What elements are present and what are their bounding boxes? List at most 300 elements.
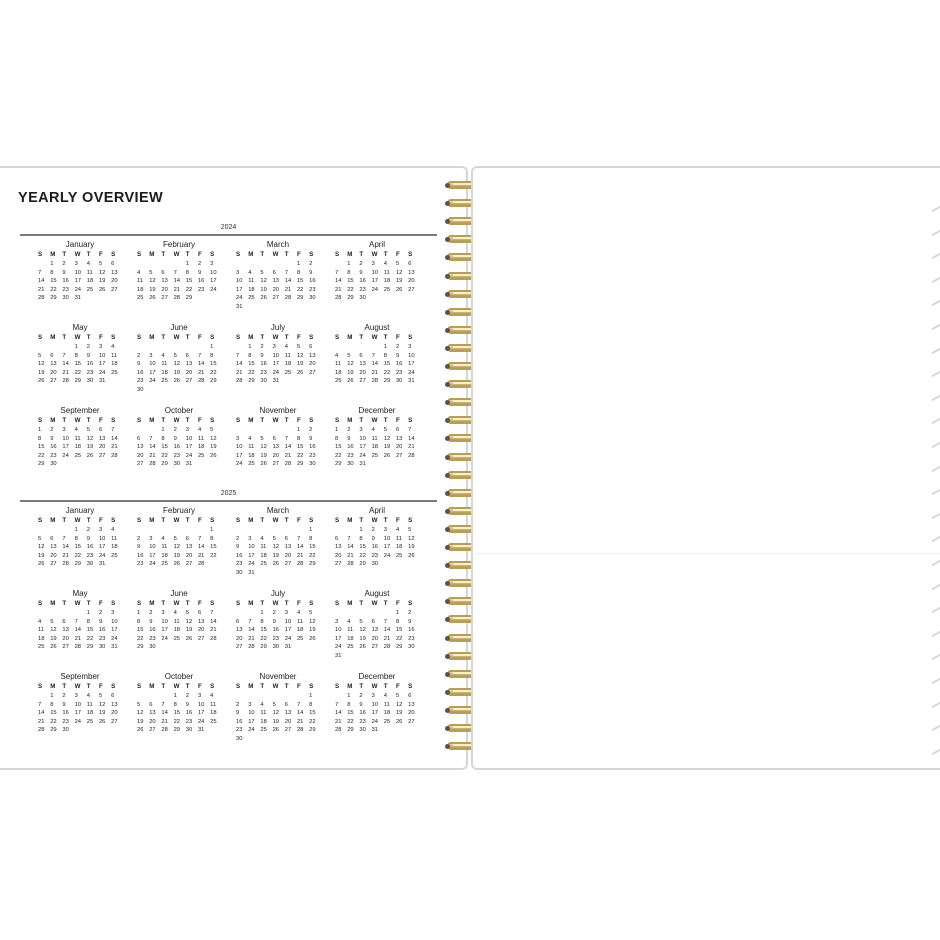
day-number: 14 xyxy=(62,544,69,550)
weekday-header: W xyxy=(272,334,279,341)
day-number: 1 xyxy=(248,344,252,350)
day-number: 15 xyxy=(359,544,366,550)
day-number: 6 xyxy=(111,693,115,699)
day-number: 2 xyxy=(185,693,189,699)
day-number: 19 xyxy=(296,361,304,367)
day-number: 29 xyxy=(50,295,57,301)
day-number: 6 xyxy=(137,435,141,442)
month-name: October xyxy=(164,406,194,415)
weekday-header: S xyxy=(335,683,340,690)
day-number: 16 xyxy=(359,710,366,716)
day-number: 6 xyxy=(50,352,54,359)
day-number: 9 xyxy=(137,361,141,367)
day-number: 7 xyxy=(161,701,165,708)
weekday-header: S xyxy=(309,251,314,258)
day-blank xyxy=(50,343,62,352)
day-number: 17 xyxy=(383,544,391,550)
day-number: 7 xyxy=(383,618,387,625)
day-number: 11 xyxy=(248,444,255,450)
day-number: 8 xyxy=(38,435,42,442)
day-number: 30 xyxy=(62,727,69,733)
day-number: 24 xyxy=(98,552,106,559)
day-number: 18 xyxy=(197,444,205,450)
day-blank xyxy=(149,343,161,352)
weekday-header: M xyxy=(149,334,155,341)
day-number: 8 xyxy=(309,535,313,542)
day-number: 20 xyxy=(137,452,144,459)
day-number: 12 xyxy=(383,435,391,442)
day-number: 27 xyxy=(161,295,168,301)
day-number: 2 xyxy=(408,610,412,616)
day-number: 23 xyxy=(185,718,193,725)
day-number: 26 xyxy=(395,286,403,293)
day-number: 11 xyxy=(383,701,390,708)
day-number: 21 xyxy=(197,552,205,559)
page-edge-mark xyxy=(932,489,940,496)
day-number: 28 xyxy=(335,295,342,301)
day-number: 20 xyxy=(185,552,193,559)
day-number: 6 xyxy=(272,269,276,276)
weekday-header: T xyxy=(161,517,166,524)
weekday-header: S xyxy=(309,334,314,341)
day-number: 13 xyxy=(62,627,69,633)
day-number: 19 xyxy=(149,286,156,293)
day-number: 6 xyxy=(98,427,103,433)
day-number: 30 xyxy=(309,461,316,467)
day-number: 25 xyxy=(197,452,205,459)
day-number: 12 xyxy=(38,544,45,550)
day-number: 28 xyxy=(161,727,168,733)
day-number: 17 xyxy=(371,278,379,284)
day-number: 23 xyxy=(149,635,156,642)
day-number: 4 xyxy=(137,269,141,276)
day-number: 12 xyxy=(359,627,366,633)
day-number: 19 xyxy=(173,552,181,559)
day-number: 1 xyxy=(210,344,214,350)
day-number: 2 xyxy=(260,344,264,350)
day-blank xyxy=(50,609,62,618)
day-number: 18 xyxy=(161,552,168,559)
page-edge-mark xyxy=(932,465,940,472)
day-number: 20 xyxy=(50,369,57,376)
day-number: 9 xyxy=(173,435,177,442)
day-blank xyxy=(174,260,186,269)
day-number: 16 xyxy=(149,627,156,633)
day-number: 1 xyxy=(74,344,78,350)
page-edge-mark xyxy=(932,442,940,449)
day-number: 13 xyxy=(149,710,156,716)
day-number: 13 xyxy=(50,544,57,550)
day-blank xyxy=(161,692,173,701)
day-number: 23 xyxy=(137,378,144,384)
weekday-header: W xyxy=(74,600,81,607)
weekday-header: W xyxy=(272,517,279,524)
day-number: 29 xyxy=(137,644,144,650)
day-number: 30 xyxy=(62,295,69,301)
day-number: 27 xyxy=(284,561,292,567)
day-number: 5 xyxy=(210,427,214,433)
day-number: 5 xyxy=(296,344,301,350)
day-number: 6 xyxy=(111,261,115,267)
day-blank xyxy=(285,260,297,269)
day-number: 11 xyxy=(260,710,267,716)
day-number: 2 xyxy=(86,527,90,533)
month-name: April xyxy=(368,506,385,515)
day-number: 13 xyxy=(161,278,168,284)
day-number: 4 xyxy=(74,427,78,433)
weekday-header: W xyxy=(272,600,279,607)
months-grid xyxy=(20,505,437,754)
day-number: 18 xyxy=(383,710,391,716)
day-number: 29 xyxy=(38,461,45,467)
day-number: 16 xyxy=(272,627,280,633)
day-blank xyxy=(248,260,260,269)
day-number: 19 xyxy=(359,635,366,642)
day-number: 3 xyxy=(371,261,375,267)
weekday-header: M xyxy=(149,251,155,258)
day-number: 29 xyxy=(309,727,316,733)
day-number: 14 xyxy=(371,361,379,367)
day-number: 12 xyxy=(260,278,267,284)
weekday-header: S xyxy=(335,251,340,258)
month-calendar xyxy=(317,588,416,671)
day-number: 2 xyxy=(50,427,54,433)
day-number: 11 xyxy=(86,269,93,276)
day-number: 8 xyxy=(347,701,351,708)
day-number: 21 xyxy=(248,635,255,642)
day-number: 11 xyxy=(210,701,217,708)
day-number: 11 xyxy=(111,352,118,359)
day-number: 17 xyxy=(371,710,379,716)
day-number: 2 xyxy=(173,427,177,433)
day-number: 27 xyxy=(359,378,366,384)
day-number: 16 xyxy=(347,444,354,450)
day-number: 14 xyxy=(248,627,255,633)
weekday-header: F xyxy=(296,251,301,258)
day-number: 21 xyxy=(347,552,354,559)
day-number: 18 xyxy=(383,278,391,284)
day-number: 5 xyxy=(260,435,264,442)
day-blank xyxy=(335,260,347,269)
day-number: 26 xyxy=(137,727,144,733)
day-number: 7 xyxy=(371,352,375,359)
day-number: 14 xyxy=(347,544,354,550)
day-number: 26 xyxy=(185,635,193,642)
day-number: 27 xyxy=(50,378,57,384)
weekday-header: T xyxy=(260,334,265,341)
month-calendar xyxy=(20,505,119,588)
day-blank xyxy=(149,260,161,269)
day-blank xyxy=(236,343,248,352)
day-number: 23 xyxy=(236,561,243,567)
day-number: 7 xyxy=(248,618,252,625)
day-number: 15 xyxy=(210,361,217,367)
day-number: 24 xyxy=(236,295,243,301)
day-blank xyxy=(335,609,347,618)
day-number: 21 xyxy=(383,635,391,642)
weekday-header: T xyxy=(86,417,91,424)
day-number: 8 xyxy=(395,618,400,625)
day-number: 2 xyxy=(62,261,66,267)
day-number: 12 xyxy=(98,269,106,276)
weekday-header: S xyxy=(309,517,314,524)
weekday-header: S xyxy=(38,417,43,424)
day-blank xyxy=(359,343,371,352)
weekday-header: W xyxy=(272,251,279,258)
day-number: 24 xyxy=(161,635,168,642)
day-number: 23 xyxy=(272,635,280,642)
weekday-header: F xyxy=(197,334,202,341)
day-number: 30 xyxy=(309,295,316,301)
day-number: 1 xyxy=(86,610,90,616)
month-name: August xyxy=(364,589,390,598)
weekday-header: S xyxy=(408,517,413,524)
day-number: 6 xyxy=(185,535,189,542)
day-number: 14 xyxy=(296,710,304,716)
day-number: 15 xyxy=(74,361,82,367)
day-number: 18 xyxy=(284,361,292,367)
weekday-header: T xyxy=(161,600,166,607)
day-number: 15 xyxy=(347,710,354,716)
left-page xyxy=(0,166,468,770)
day-number: 25 xyxy=(111,552,118,559)
day-number: 30 xyxy=(185,727,193,733)
day-number: 26 xyxy=(260,295,267,301)
day-number: 29 xyxy=(161,461,168,467)
weekday-header: T xyxy=(62,683,67,690)
day-number: 7 xyxy=(173,269,177,276)
day-number: 23 xyxy=(309,286,316,293)
day-number: 30 xyxy=(173,461,181,467)
weekday-header: T xyxy=(62,334,67,341)
day-number: 22 xyxy=(347,718,354,725)
day-number: 3 xyxy=(111,610,115,616)
weekday-header: M xyxy=(347,683,353,690)
day-number: 24 xyxy=(149,561,156,567)
day-number: 26 xyxy=(98,286,106,293)
day-number: 13 xyxy=(137,444,144,450)
day-blank xyxy=(137,260,149,269)
day-number: 24 xyxy=(359,452,366,459)
day-blank xyxy=(137,426,149,435)
day-number: 8 xyxy=(161,435,165,442)
day-number: 30 xyxy=(260,378,267,384)
weekday-header: F xyxy=(395,417,400,424)
day-number: 13 xyxy=(111,269,118,276)
day-number: 3 xyxy=(248,535,252,542)
day-number: 28 xyxy=(284,295,292,301)
day-number: 18 xyxy=(74,444,82,450)
day-number: 12 xyxy=(38,361,45,367)
day-number: 12 xyxy=(185,618,193,625)
weekday-header: F xyxy=(296,600,301,607)
day-number: 16 xyxy=(359,278,366,284)
month-name: January xyxy=(65,506,95,515)
day-blank xyxy=(285,426,297,435)
day-number: 17 xyxy=(185,444,193,450)
day-number: 13 xyxy=(272,278,280,284)
page-edge-mark xyxy=(932,371,940,378)
day-number: 14 xyxy=(408,435,415,442)
weekday-header: F xyxy=(98,334,103,341)
page-edge-mark xyxy=(932,418,940,425)
day-number: 19 xyxy=(383,444,391,450)
weekday-header: S xyxy=(408,334,413,341)
day-number: 5 xyxy=(149,269,153,276)
weekday-header: W xyxy=(173,334,180,341)
month-calendar xyxy=(20,671,119,754)
day-number: 13 xyxy=(408,701,415,708)
day-number: 17 xyxy=(272,361,280,367)
day-blank xyxy=(297,692,309,701)
day-blank xyxy=(161,343,173,352)
day-number: 10 xyxy=(74,269,82,276)
day-number: 3 xyxy=(185,427,189,433)
day-number: 15 xyxy=(383,361,391,367)
year-divider xyxy=(20,500,437,502)
day-number: 25 xyxy=(347,644,354,650)
day-number: 25 xyxy=(395,552,403,559)
day-number: 12 xyxy=(272,544,280,550)
day-number: 25 xyxy=(260,561,267,567)
day-number: 15 xyxy=(161,444,168,450)
day-blank xyxy=(174,526,186,535)
day-number: 2 xyxy=(371,527,375,533)
day-number: 12 xyxy=(210,435,217,442)
day-number: 12 xyxy=(98,701,106,708)
weekday-header: T xyxy=(86,251,91,258)
weekday-header: M xyxy=(149,600,155,607)
weekday-header: S xyxy=(335,517,340,524)
day-number: 14 xyxy=(149,444,156,450)
day-number: 5 xyxy=(395,693,400,699)
day-number: 20 xyxy=(111,278,118,284)
day-number: 16 xyxy=(395,361,403,367)
weekday-header: S xyxy=(309,417,314,424)
day-number: 5 xyxy=(38,535,42,542)
day-number: 10 xyxy=(408,352,415,359)
day-number: 13 xyxy=(395,435,403,442)
month-name: July xyxy=(270,323,286,332)
day-number: 9 xyxy=(236,710,240,716)
day-number: 4 xyxy=(284,344,288,350)
page-edge-mark xyxy=(932,678,940,685)
day-number: 11 xyxy=(161,361,168,367)
day-number: 24 xyxy=(284,635,292,642)
day-number: 14 xyxy=(284,278,292,284)
day-number: 25 xyxy=(161,561,168,567)
day-number: 2 xyxy=(236,535,240,542)
day-number: 6 xyxy=(284,701,288,708)
weekday-header: W xyxy=(74,517,81,524)
day-grid xyxy=(335,682,416,735)
day-number: 2 xyxy=(236,701,240,708)
day-number: 7 xyxy=(408,427,412,433)
day-number: 12 xyxy=(86,435,94,442)
day-number: 25 xyxy=(371,452,379,459)
day-number: 6 xyxy=(284,535,288,542)
day-number: 31 xyxy=(359,461,366,467)
page-edge-mark xyxy=(932,394,940,401)
day-number: 13 xyxy=(309,352,316,359)
day-number: 17 xyxy=(149,552,156,559)
weekday-header: W xyxy=(173,417,180,424)
weekday-header: M xyxy=(248,517,254,524)
day-number: 23 xyxy=(347,452,354,459)
day-number: 25 xyxy=(38,644,45,650)
day-blank xyxy=(149,526,161,535)
day-blank xyxy=(359,609,371,618)
day-number: 27 xyxy=(111,718,118,725)
day-number: 9 xyxy=(371,535,375,542)
day-number: 13 xyxy=(371,627,379,633)
weekday-header: M xyxy=(347,517,353,524)
day-number: 1 xyxy=(50,261,54,267)
day-number: 10 xyxy=(62,435,69,442)
day-number: 20 xyxy=(236,635,243,642)
day-number: 29 xyxy=(309,561,316,567)
month-calendar xyxy=(218,405,317,488)
day-number: 4 xyxy=(173,610,177,616)
day-number: 19 xyxy=(137,718,144,725)
month-name: September xyxy=(60,406,100,415)
day-number: 28 xyxy=(284,461,292,467)
day-number: 15 xyxy=(173,710,181,716)
day-number: 20 xyxy=(284,718,292,725)
day-number: 1 xyxy=(383,344,387,350)
day-number: 13 xyxy=(335,544,342,550)
weekday-header: S xyxy=(210,683,215,690)
day-blank xyxy=(297,526,309,535)
day-number: 13 xyxy=(359,361,366,367)
day-number: 5 xyxy=(395,261,400,267)
day-number: 4 xyxy=(111,344,115,350)
weekday-header: W xyxy=(371,683,378,690)
year-label: 2024 xyxy=(220,224,237,231)
day-number: 16 xyxy=(197,278,205,284)
day-number: 12 xyxy=(173,544,181,550)
day-number: 18 xyxy=(111,361,118,367)
day-number: 22 xyxy=(335,452,342,459)
month-calendar xyxy=(317,671,416,754)
day-number: 30 xyxy=(272,644,280,650)
day-number: 1 xyxy=(260,610,264,616)
day-number: 1 xyxy=(296,427,301,433)
day-number: 28 xyxy=(347,561,354,567)
day-number: 17 xyxy=(98,361,106,367)
day-number: 31 xyxy=(272,378,280,384)
day-blank xyxy=(50,526,62,535)
day-number: 27 xyxy=(309,369,316,376)
day-blank xyxy=(198,343,210,352)
day-number: 7 xyxy=(236,352,240,359)
day-number: 17 xyxy=(236,452,243,459)
day-blank xyxy=(248,609,260,618)
day-number: 13 xyxy=(111,701,118,708)
day-number: 20 xyxy=(408,278,415,284)
day-number: 5 xyxy=(86,427,90,433)
day-number: 30 xyxy=(149,644,156,650)
day-number: 4 xyxy=(38,618,42,625)
weekday-header: S xyxy=(236,334,241,341)
day-grid xyxy=(335,250,416,303)
day-number: 12 xyxy=(309,618,316,625)
day-number: 31 xyxy=(371,727,379,733)
weekday-header: T xyxy=(359,417,364,424)
day-number: 21 xyxy=(408,444,415,450)
day-number: 11 xyxy=(347,627,354,633)
weekday-header: T xyxy=(185,334,190,341)
